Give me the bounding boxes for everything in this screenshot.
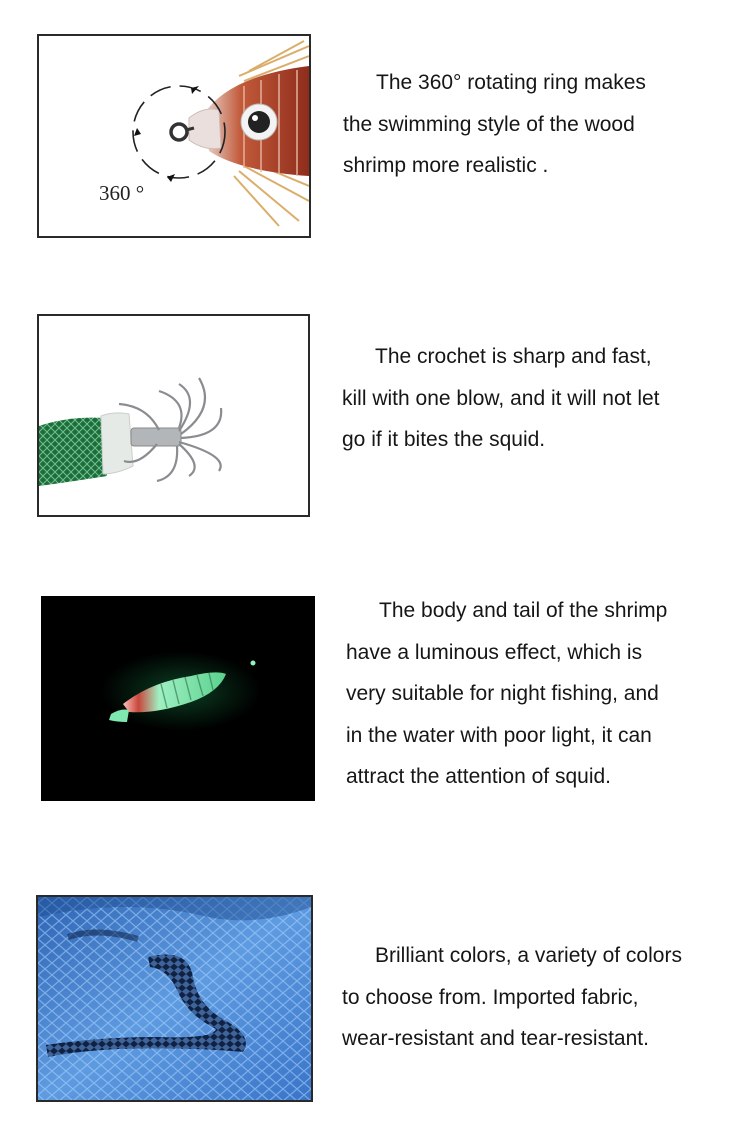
description-line: go if it bites the squid. <box>342 428 546 451</box>
ring-description <box>343 62 646 187</box>
description-line: kill with one blow, and it will not let <box>342 386 660 410</box>
description-line: shrimp more realistic . <box>343 154 549 177</box>
description-line: Brilliant colors, a variety of colors <box>375 944 682 967</box>
swivel-ring-image <box>37 34 311 238</box>
description-line: The 360° rotating ring makes <box>376 71 646 94</box>
hook-description <box>342 336 660 461</box>
swivel-ring-lure-head-icon <box>39 36 309 236</box>
blue-fabric-texture-icon <box>38 897 311 1100</box>
description-line: to choose from. Imported fabric, <box>342 985 639 1009</box>
glow-description <box>346 590 667 798</box>
description-line: in the water with poor light, it can <box>346 723 652 747</box>
description-line: have a luminous effect, which is <box>346 640 643 664</box>
rotation-degree-label: 360 ° <box>99 181 145 205</box>
description-line: The body and tail of the shrimp <box>379 599 668 622</box>
squid-hook-crown-icon <box>39 316 308 515</box>
glow-image <box>41 596 315 801</box>
description-line: very suitable for night fishing, and <box>346 682 659 705</box>
glowing-shrimp-lure-icon <box>41 596 315 801</box>
description-line: the swimming style of the wood <box>343 112 635 136</box>
hook-image <box>37 314 310 517</box>
description-line: The crochet is sharp and fast, <box>375 345 652 368</box>
fabric-description <box>342 935 682 1060</box>
description-line: attract the attention of squid. <box>346 765 612 788</box>
description-line: wear-resistant and tear-resistant. <box>342 1027 649 1050</box>
fabric-image <box>36 895 313 1102</box>
